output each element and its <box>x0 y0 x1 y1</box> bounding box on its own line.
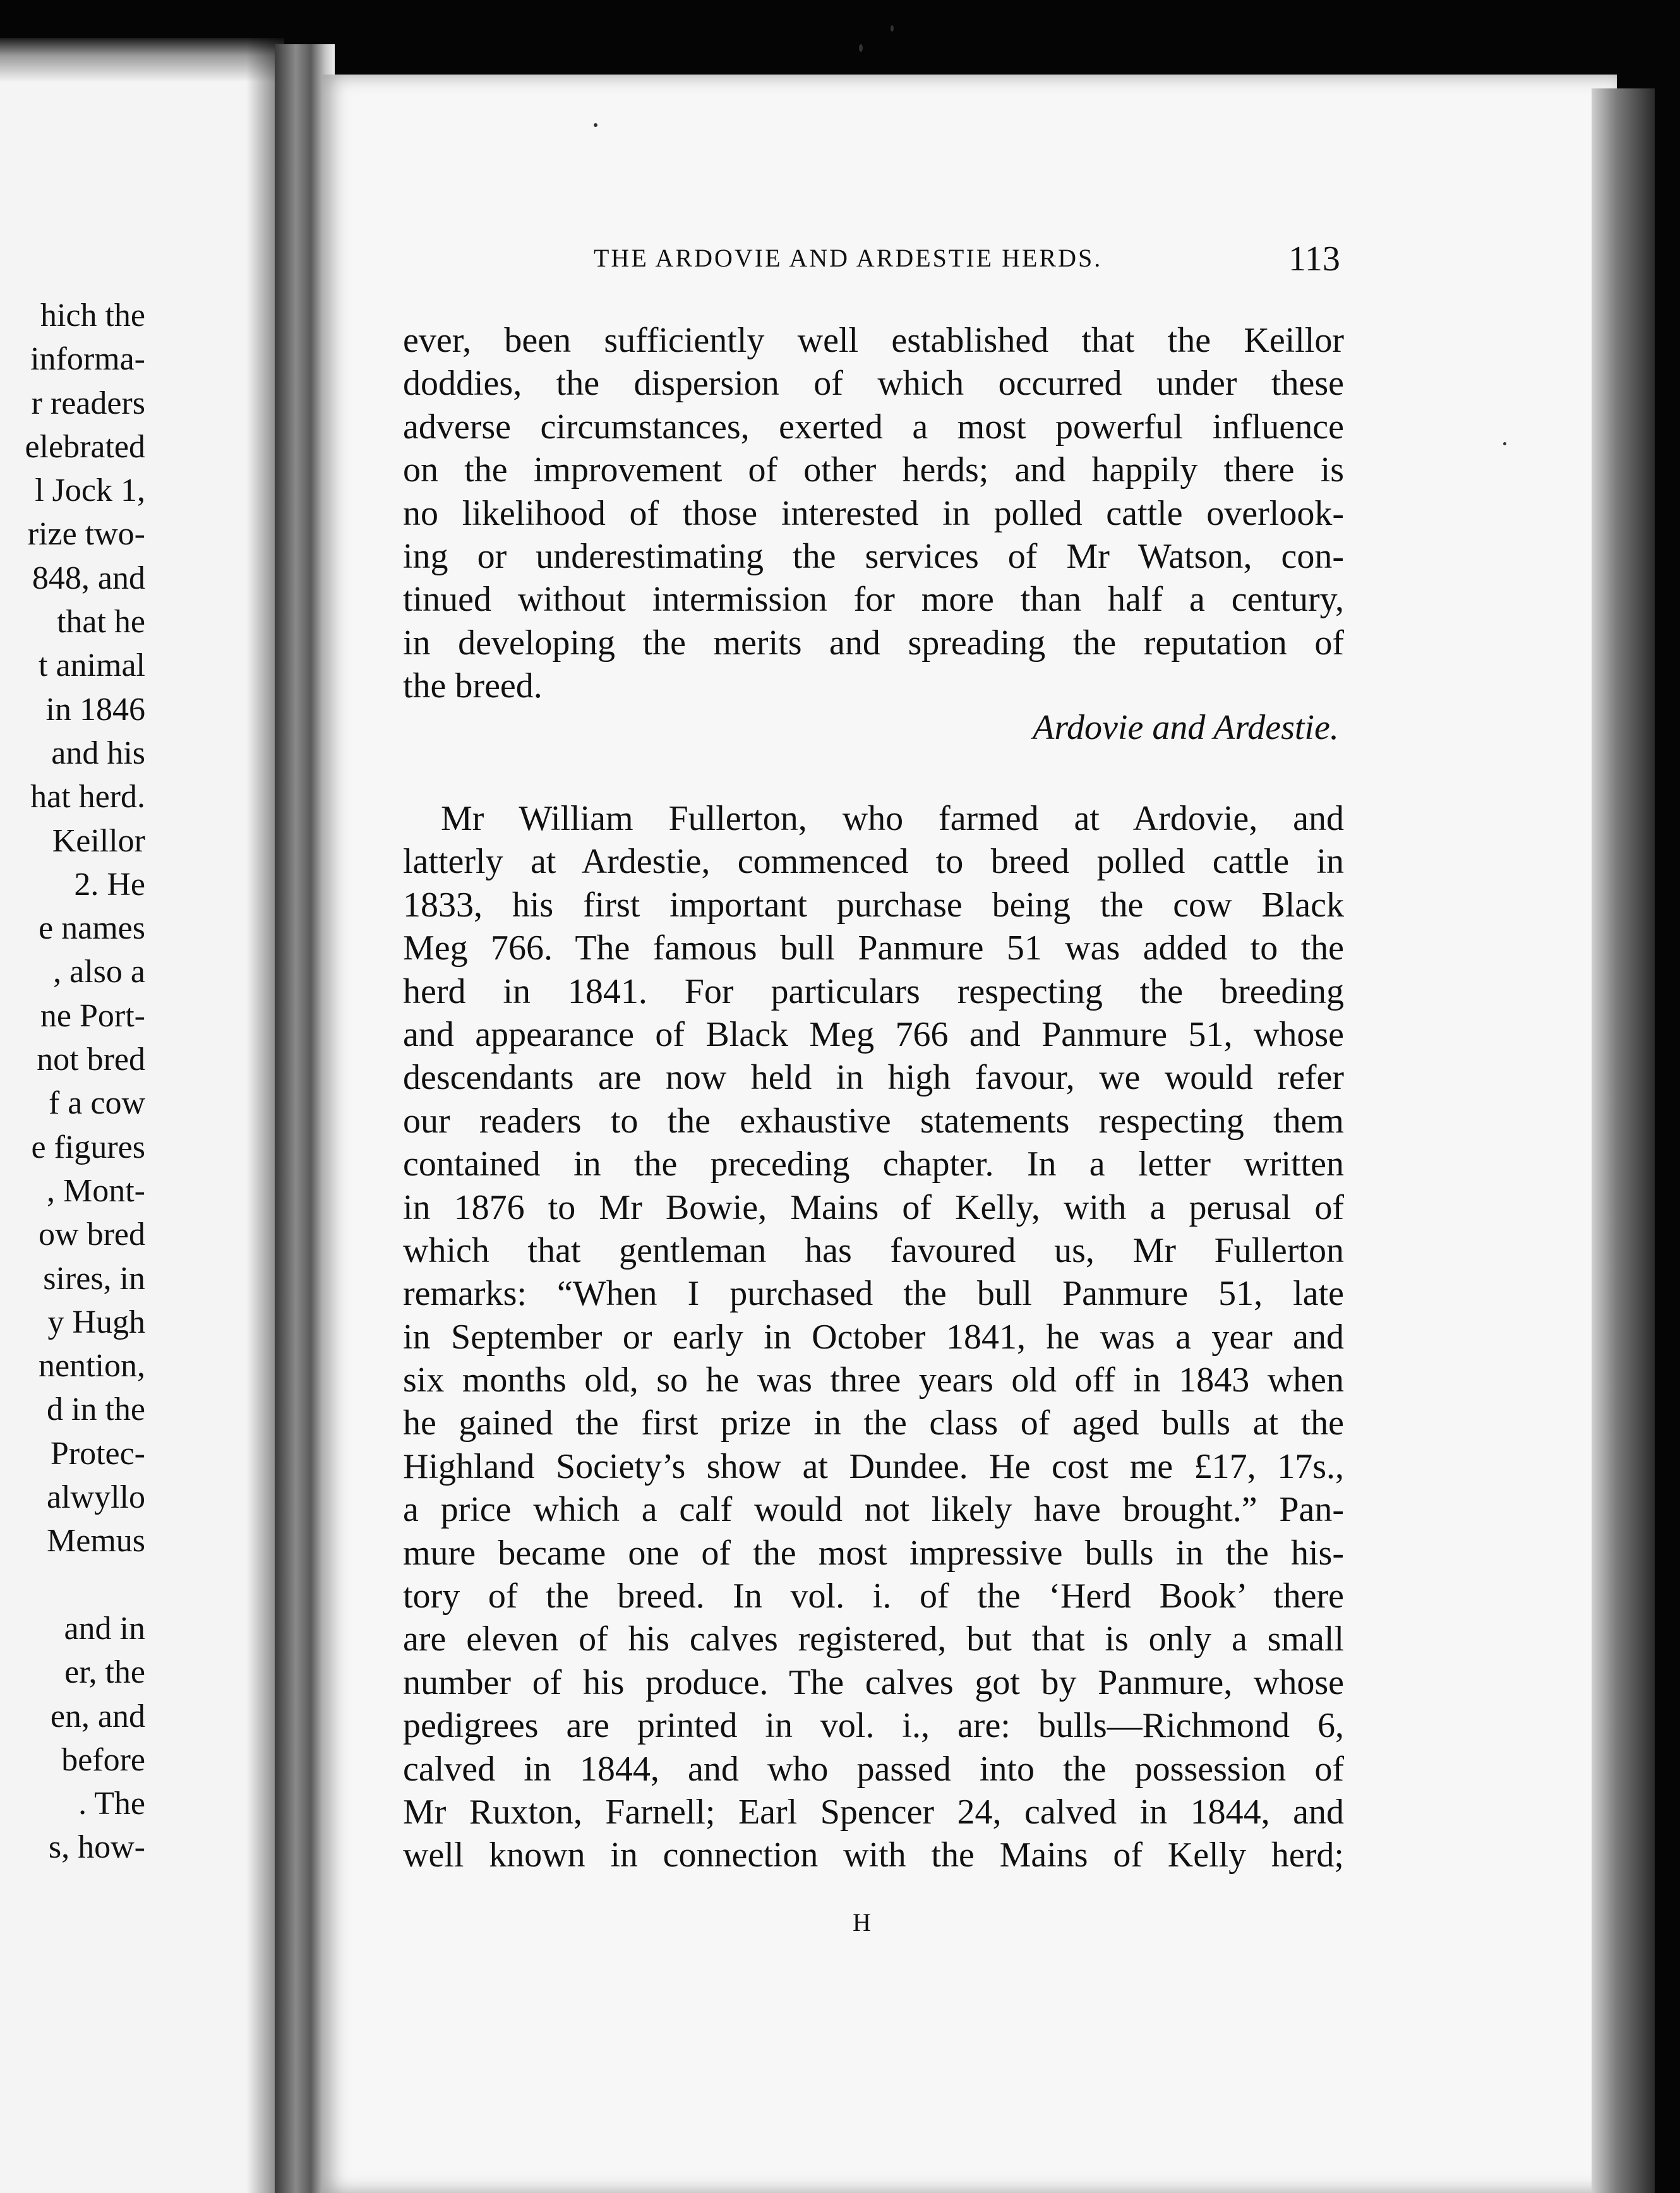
previous-page-line: e names <box>39 910 145 947</box>
text-line: ing or underestimating the services of Mr Watson, con- <box>403 536 1344 576</box>
previous-page-line: d in the <box>47 1391 145 1428</box>
text-line: on the improvement of other herds; and happily there is <box>403 450 1344 490</box>
text-line: the breed. <box>403 666 543 706</box>
previous-page-line: s, how- <box>48 1829 145 1866</box>
previous-page-line: , also a <box>53 954 145 990</box>
previous-page-line: nention, <box>39 1348 145 1385</box>
dust-speck <box>594 123 597 127</box>
previous-page-line: and in <box>64 1610 145 1647</box>
previous-page-line: e figures <box>31 1129 145 1165</box>
previous-page-line: and his <box>51 735 145 771</box>
text-line: tinued without intermission for more than half a century, <box>403 580 1344 620</box>
previous-page-line: l Jock 1, <box>35 472 145 509</box>
text-line: descendants are now held in high favour, we would refer <box>403 1058 1344 1098</box>
dust-speck <box>859 44 863 52</box>
previous-page-line: f a cow <box>48 1085 145 1122</box>
text-line: in developing the merits and spreading the reputation of <box>403 623 1344 663</box>
text-line: in 1876 to Mr Bowie, Mains of Kelly, with a perusal of <box>403 1187 1344 1227</box>
previous-page-line: Protec- <box>50 1435 145 1472</box>
text-line: which that gentleman has favoured us, Mr Fullerton <box>403 1230 1344 1270</box>
previous-page-line: hat herd. <box>30 779 145 815</box>
text-line: mure became one of the most impressive bulls in the his- <box>403 1533 1344 1573</box>
previous-page-line: en, and <box>50 1698 145 1734</box>
text-line: Highland Society’s show at Dundee. He cost me £17, 17s., <box>403 1446 1344 1486</box>
previous-page-fragment <box>0 38 284 2193</box>
text-line: contained in the preceding chapter. In a letter written <box>403 1145 1344 1184</box>
text-line: in September or early in October 1841, he was a year and <box>403 1317 1344 1357</box>
text-line: and appearance of Black Meg 766 and Panmure 51, whose <box>403 1014 1344 1054</box>
previous-page-line: Memus <box>47 1523 145 1559</box>
text-line: remarks: “When I purchased the bull Panmure 51, late <box>403 1274 1344 1314</box>
previous-page-line: , Mont- <box>47 1172 145 1209</box>
text-line: pedigrees are printed in vol. i., are: bulls—Richmond 6, <box>403 1706 1344 1746</box>
previous-page-line: hich the <box>40 297 145 333</box>
previous-page-line: sires, in <box>43 1260 145 1297</box>
page-top-edge <box>0 38 284 82</box>
previous-page-line: ow bred <box>39 1217 145 1253</box>
previous-page-line: informa- <box>30 341 145 378</box>
signature-mark: H <box>853 1908 871 1937</box>
section-heading-text: Ardovie and Ardestie. <box>1033 708 1339 747</box>
previous-page-line: before <box>61 1741 145 1778</box>
previous-page-text <box>0 294 145 1870</box>
previous-page-line: that he <box>56 604 145 640</box>
text-line: Mr William Fullerton, who farmed at Ardovie, and <box>441 799 1344 838</box>
dust-speck <box>891 25 894 32</box>
previous-page-line: in 1846 <box>45 691 145 728</box>
previous-page-line: 848, and <box>32 560 145 596</box>
previous-page-line: elebrated <box>25 428 145 465</box>
text-line: 1833, his first important purchase being the cow Black <box>403 885 1344 925</box>
previous-page-line: Keillor <box>52 822 145 859</box>
text-line: ever, been sufficiently well established that the Keillor <box>403 321 1344 360</box>
previous-page-line: r readers <box>31 385 145 421</box>
previous-page-line: rize two- <box>27 516 145 553</box>
text-line: our readers to the exhaustive statements respecting them <box>403 1101 1344 1141</box>
text-line: Meg 766. The famous bull Panmure 51 was added to the <box>403 928 1344 968</box>
text-line: number of his produce. The calves got by Panmure, whose <box>403 1662 1344 1702</box>
previous-page-line: not bred <box>37 1042 145 1078</box>
text-line: six months old, so he was three years old off in 1843 when <box>403 1361 1344 1400</box>
previous-page-line <box>0 1563 145 1607</box>
dust-speck <box>1503 442 1506 445</box>
text-line: herd in 1841. For particulars respecting the breeding <box>403 971 1344 1011</box>
text-line: a price which a calf would not likely have brought.” Pan- <box>403 1490 1344 1530</box>
text-line: no likelihood of those interested in polled cattle overlook- <box>403 493 1344 533</box>
previous-page-line: er, the <box>64 1654 145 1691</box>
text-line: doddies, the dispersion of which occurred under these <box>403 364 1344 404</box>
previous-page-line: . The <box>78 1786 145 1822</box>
text-line: tory of the breed. In vol. i. of the ‘Herd Book’ there <box>403 1577 1344 1616</box>
page-edge-shadow <box>1592 88 1655 2193</box>
text-line: Mr Ruxton, Farnell; Earl Spencer 24, calved in 1844, and <box>403 1792 1344 1832</box>
section-heading <box>0 707 1680 748</box>
page-number: 113 <box>1288 239 1340 279</box>
previous-page-line: y Hugh <box>47 1304 145 1340</box>
previous-page-line: 2. He <box>74 866 145 903</box>
text-line: well known in connection with the Mains of Kelly herd; <box>403 1836 1344 1875</box>
text-line: are eleven of his calves registered, but that is only a small <box>403 1619 1344 1659</box>
previous-page-line: ne Port- <box>40 997 145 1034</box>
text-line: latterly at Ardestie, commenced to breed polled cattle in <box>403 842 1344 882</box>
text-line: he gained the first prize in the class of aged bulls at the <box>403 1403 1344 1443</box>
previous-page-line: alwyllo <box>47 1479 145 1516</box>
running-title: THE ARDOVIE AND ARDESTIE HERDS. <box>594 244 1103 272</box>
text-line: adverse circumstances, exerted a most powerful influence <box>403 407 1344 447</box>
previous-page-line: t animal <box>39 647 145 684</box>
paragraph-ardovie <box>403 797 1344 1877</box>
text-line: calved in 1844, and who passed into the possession of <box>403 1749 1344 1789</box>
paragraph-continued <box>403 319 1344 708</box>
